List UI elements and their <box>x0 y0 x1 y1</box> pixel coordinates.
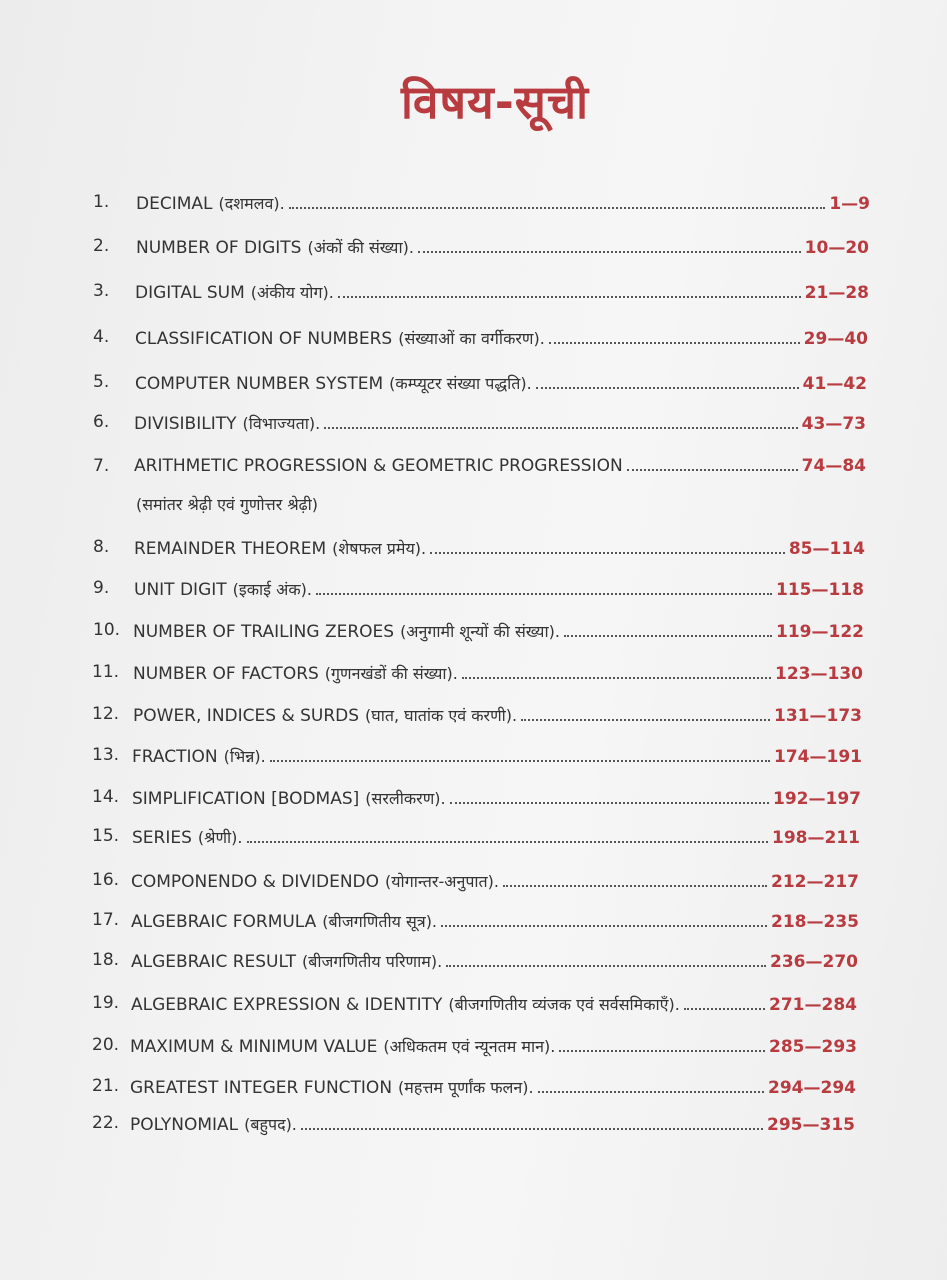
entry-title: FRACTION <box>132 747 218 767</box>
page-range: 85—114 <box>788 539 865 559</box>
entry-hindi-title: (अनुगामी शून्यों की संख्या). <box>400 622 560 641</box>
page-range: 1—9 <box>829 194 870 214</box>
page-range: 119—122 <box>776 622 864 642</box>
page-range: 131—173 <box>774 706 862 726</box>
page-range: 236—270 <box>770 952 858 972</box>
entry-title: CLASSIFICATION OF NUMBERS <box>135 329 393 349</box>
entry-hindi-title: (बीजगणितीय सूत्र). <box>322 912 438 931</box>
entry-hindi-title: (बीजगणितीय परिणाम). <box>302 952 443 971</box>
dot-leader <box>549 341 800 344</box>
page-range: 29—40 <box>803 329 868 349</box>
entry-number: 19. <box>92 993 120 1013</box>
entry-title: UNIT DIGIT <box>134 580 227 600</box>
entry-hindi-title: (सरलीकरण). <box>365 789 446 808</box>
dot-leader <box>338 295 801 298</box>
entry-title: COMPONENDO & DIVIDENDO <box>131 872 380 892</box>
dot-leader <box>559 1049 765 1052</box>
dot-leader <box>289 206 826 209</box>
page-range: 192—197 <box>773 789 861 809</box>
dot-leader <box>462 676 771 679</box>
page-range: 123—130 <box>775 664 863 684</box>
entry-hindi-title: (बीजगणितीय व्यंजक एवं सर्वसमिकाएँ). <box>448 995 680 1014</box>
entry-number: 5. <box>93 372 110 392</box>
entry-number: 15. <box>92 826 120 846</box>
page-range: 285—293 <box>769 1037 857 1057</box>
dot-leader <box>430 551 785 554</box>
dot-leader <box>441 924 767 927</box>
entry-hindi-title: (विभाज्यता). <box>242 414 321 433</box>
dot-leader <box>564 634 772 637</box>
entry-number: 18. <box>92 950 120 970</box>
entry-hindi-title: (भिन्न). <box>223 747 266 766</box>
entry-number: 14. <box>92 787 120 807</box>
entry-hindi-title: (अधिकतम एवं न्यूनतम मान). <box>383 1037 556 1056</box>
dot-leader <box>270 759 770 762</box>
entry-number: 12. <box>92 704 120 724</box>
entry-title: NUMBER OF TRAILING ZEROES <box>133 622 395 642</box>
dot-leader <box>446 964 766 967</box>
page-range: 218—235 <box>771 912 859 932</box>
page-range: 115—118 <box>776 580 864 600</box>
entry-hindi-title: (श्रेणी). <box>197 828 243 847</box>
dot-leader <box>450 801 769 804</box>
entry-title: NUMBER OF FACTORS <box>133 664 319 684</box>
dot-leader <box>684 1007 765 1010</box>
entry-number: 11. <box>92 662 120 682</box>
entry-number: 8. <box>93 537 110 557</box>
entry-hindi-title: (योगान्तर-अनुपात). <box>385 872 499 891</box>
entry-number: 1. <box>93 192 110 212</box>
entry-hindi-title: (महत्तम पूर्णांक फलन). <box>398 1078 534 1097</box>
entry-hindi-title: (गुणनखंडों की संख्या). <box>324 664 458 683</box>
entry-number: 6. <box>93 412 110 432</box>
entry-number: 9. <box>93 578 110 598</box>
page-range: 212—217 <box>771 872 859 892</box>
entry-title: ALGEBRAIC FORMULA <box>131 912 317 932</box>
dot-leader <box>316 592 772 595</box>
entry-hindi-title: (अंकीय योग). <box>250 283 334 302</box>
entry-hindi-title: (संख्याओं का वर्गीकरण). <box>398 329 545 348</box>
page-range: 198—211 <box>772 828 860 848</box>
entry-hindi-title: (अंकों की संख्या). <box>307 238 414 257</box>
entry-title: ARITHMETIC PROGRESSION & GEOMETRIC PROGRESSION <box>134 456 623 476</box>
entry-hindi-title: (घात, घातांक एवं करणी). <box>365 706 518 725</box>
entry-number: 2. <box>93 236 110 256</box>
entry-title: REMAINDER THEOREM <box>134 539 327 559</box>
entry-title: DIGITAL SUM <box>135 283 245 303</box>
dot-leader <box>324 426 797 429</box>
entry-hindi-title: (दशमलव). <box>218 194 285 213</box>
dot-leader <box>301 1127 763 1130</box>
entry-title: GREATEST INTEGER FUNCTION <box>130 1078 393 1098</box>
entry-number: 4. <box>93 327 110 347</box>
page-range: 294—294 <box>768 1078 856 1098</box>
entry-title: DECIMAL <box>136 194 213 214</box>
entry-hindi-title: (शेषफल प्रमेय). <box>332 539 427 558</box>
dot-leader <box>538 1090 764 1093</box>
dot-leader <box>627 468 798 471</box>
dot-leader <box>418 250 801 253</box>
entry-hindi-title: (बहुपद). <box>244 1115 297 1134</box>
page-range: 21—28 <box>804 283 869 303</box>
page-range: 74—84 <box>801 456 866 476</box>
entry-title: DIVISIBILITY <box>134 414 237 434</box>
page-range: 10—20 <box>804 238 869 258</box>
entry-title: COMPUTER NUMBER SYSTEM <box>135 374 384 394</box>
page-range: 295—315 <box>767 1115 855 1135</box>
entry-title: POWER, INDICES & SURDS <box>133 706 360 726</box>
page-range: 271—284 <box>769 995 857 1015</box>
entry-number: 7. <box>93 456 110 476</box>
entry-hindi-title: (कम्प्यूटर संख्या पद्धति). <box>389 374 532 393</box>
entry-number: 13. <box>92 745 120 765</box>
entry-number: 3. <box>93 281 110 301</box>
dot-leader <box>503 884 767 887</box>
entry-title: ALGEBRAIC EXPRESSION & IDENTITY <box>131 995 443 1015</box>
entry-number: 17. <box>92 910 120 930</box>
entry-number: 22. <box>92 1113 120 1133</box>
page-range: 41—42 <box>802 374 867 394</box>
entry-title: MAXIMUM & MINIMUM VALUE <box>130 1037 378 1057</box>
entry-number: 16. <box>92 870 120 890</box>
entry-title: NUMBER OF DIGITS <box>136 238 302 258</box>
dot-leader <box>521 718 770 721</box>
page-range: 43—73 <box>801 414 866 434</box>
entry-number: 10. <box>93 620 121 640</box>
page-title: विषय-सूची <box>400 75 590 129</box>
entry-title: SERIES <box>132 828 192 848</box>
entry-title: SIMPLIFICATION [BODMAS] <box>132 789 360 809</box>
entry-hindi-subtitle: (समांतर श्रेढ़ी एवं गुणोत्तर श्रेढ़ी) <box>136 495 319 514</box>
page-range: 174—191 <box>774 747 862 767</box>
entry-title: POLYNOMIAL <box>130 1115 239 1135</box>
entry-hindi-title: (इकाई अंक). <box>232 580 312 599</box>
entry-number: 21. <box>92 1076 120 1096</box>
dot-leader <box>247 840 769 843</box>
entry-number: 20. <box>92 1035 120 1055</box>
dot-leader <box>536 386 799 389</box>
entry-title: ALGEBRAIC RESULT <box>131 952 297 972</box>
